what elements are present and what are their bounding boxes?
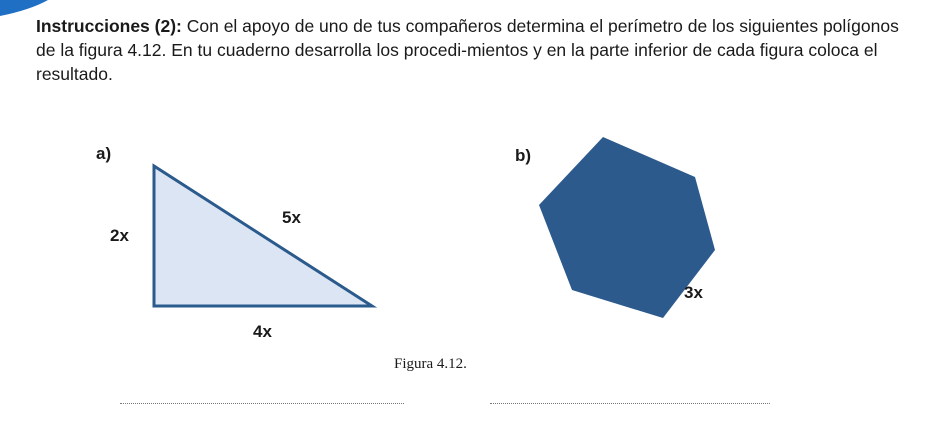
triangle-left-side-label: 2x bbox=[110, 226, 129, 245]
right-triangle-shape bbox=[154, 166, 372, 306]
triangle-hypotenuse-label: 5x bbox=[282, 208, 301, 227]
answer-line-a bbox=[120, 403, 404, 404]
answer-line-b bbox=[490, 403, 770, 404]
instructions-lead: Instrucciones (2): bbox=[36, 16, 182, 36]
figure-caption: Figura 4.12. bbox=[394, 356, 467, 372]
figure-b-label: b) bbox=[515, 146, 532, 165]
figure-a-label: a) bbox=[96, 144, 112, 163]
triangle-bottom-side-label: 4x bbox=[253, 322, 272, 341]
hexagon-side-label: 3x bbox=[684, 283, 703, 302]
instructions-text: Con el apoyo de uno de tus compañeros determina el perímetro de los siguientes polígonos de la figura 4.12. En tu cuaderno desarrolla los procedi-mientos y en la parte inferior de cada figura coloca el resultado. bbox=[36, 16, 899, 84]
